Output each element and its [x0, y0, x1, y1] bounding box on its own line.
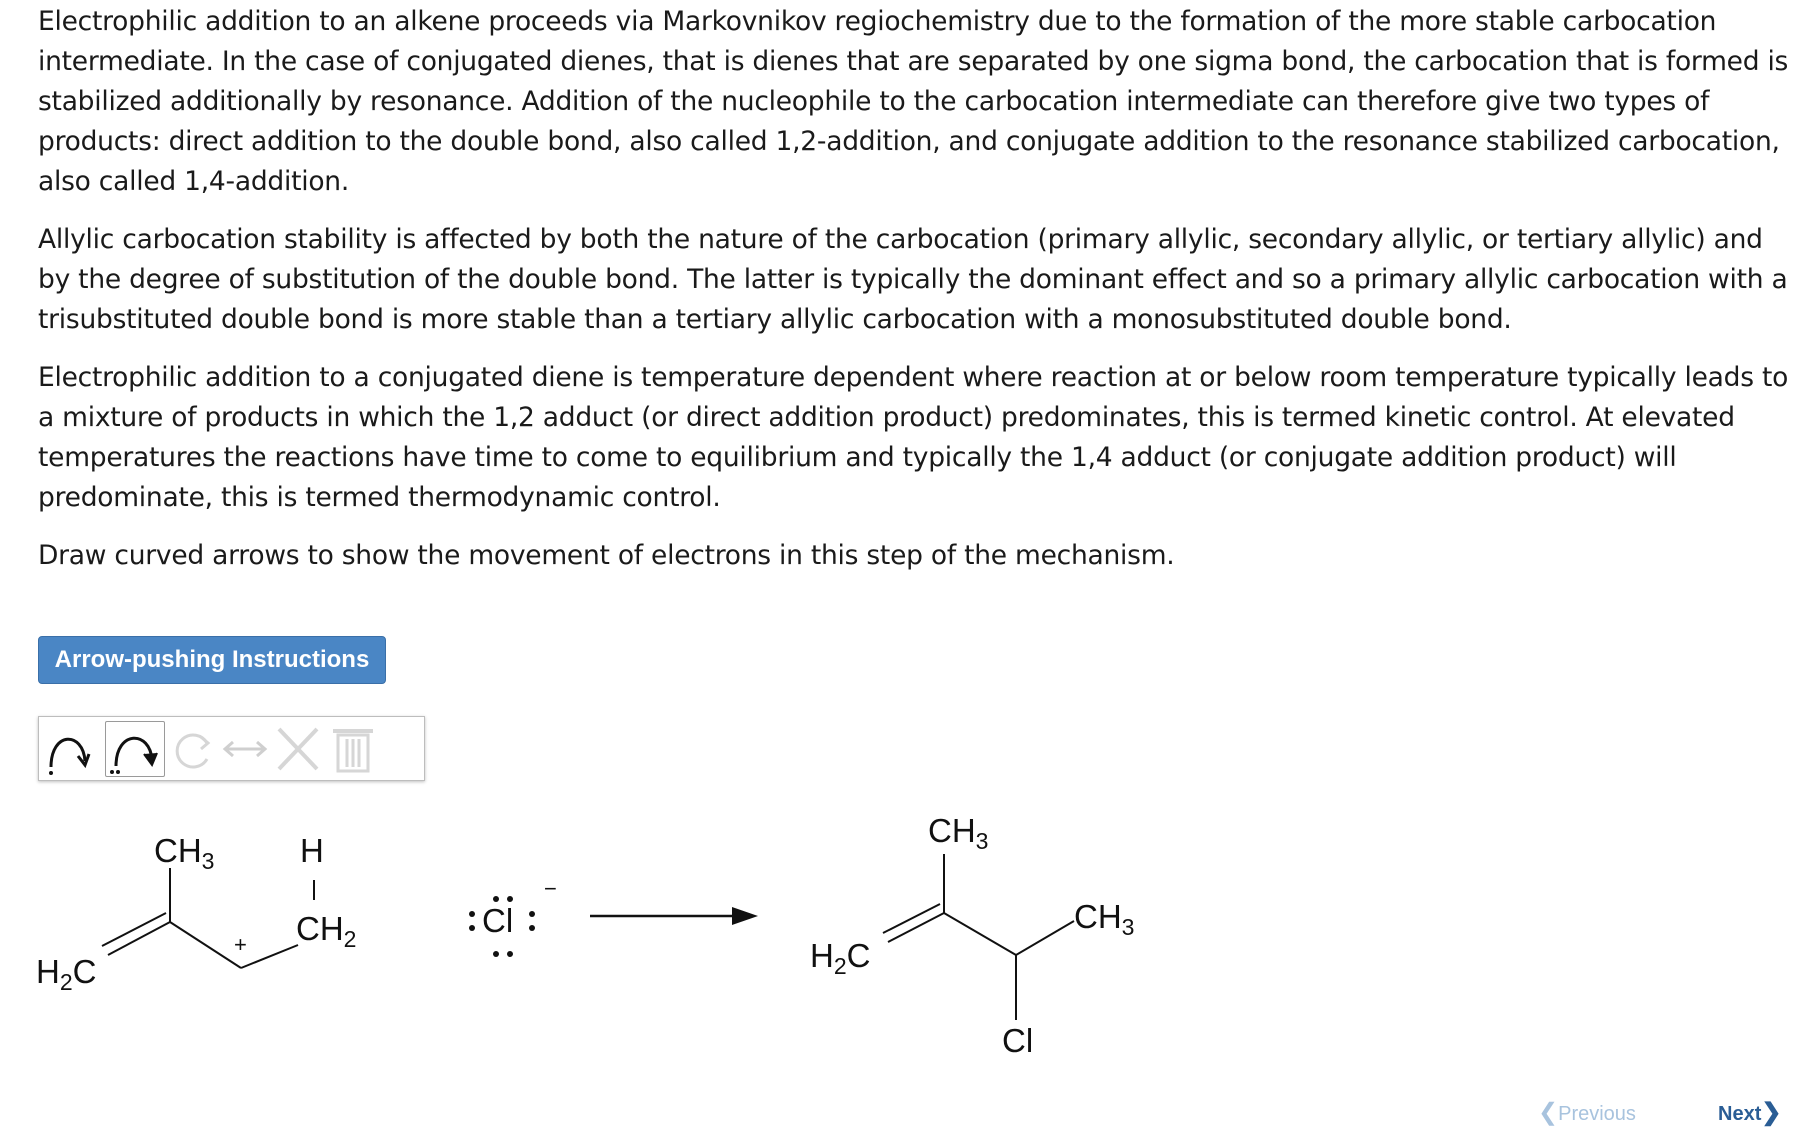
arrow-toolbar [38, 716, 425, 781]
product-cl-label: Cl [1002, 1022, 1034, 1059]
reactant-structure [36, 832, 356, 995]
question-text [38, 2, 1793, 594]
reactant-h2c-label: $H_2C$ [36, 953, 97, 995]
chevron-left-icon: ❮ [1538, 1099, 1559, 1126]
paragraph-intro: Electrophilic addition to an alkene proceeds via Markovnikov regiochemistry due to the formation of the more stable carbocation intermediate. In the case of conjugated dienes, that is dienes that are separated by one sigma bond, the carbocation that is formed is stabilized additionally by resonance. Addition of the nucleophile to the carbocation intermediate can therefore give two types of products: direct addition to the double bond, also called 1,2-addition, and conjugate addition to the resonance stabilized carbocation, also called 1,4-addition. [38, 6, 1789, 197]
paragraph-instruction: Draw curved arrows to show the movement of electrons in this step of the mechanism. [38, 540, 1175, 571]
carbocation-charge: + [234, 932, 247, 957]
chloride-label: Cl [482, 902, 514, 939]
reactant-ch2-label: $CH_2$ [296, 910, 357, 952]
product-h2c-label: $H_2C$ [810, 937, 871, 979]
paragraph-allylic-stability: Allylic carbocation stability is affected by both the nature of the carbocation (primary allylic, secondary allylic, or tertiary allylic) and by the degree of substitution of the double bond. The latter is typically the dominant effect and so a primary allylic carbocation with a trisubstituted double bond is more stable than a tertiary allylic carbocation with a monosubstituted double bond. [38, 224, 1788, 335]
redo-icon[interactable] [171, 721, 217, 777]
chloride-nucleophile [469, 876, 557, 957]
reactant-ch3-label: $CH_3$ [154, 832, 215, 874]
chevron-right-icon: ❯ [1761, 1099, 1782, 1126]
product-ch3-top-label: $CH_3$ [928, 812, 989, 854]
trash-icon[interactable] [329, 721, 379, 777]
single-electron-arrow-icon[interactable] [43, 721, 97, 777]
delete-x-icon[interactable] [273, 721, 323, 777]
reactant-h-label: H [300, 832, 324, 869]
reaction-arrow [590, 907, 758, 925]
chloride-charge: − [544, 876, 557, 901]
previous-button[interactable]: ❮Previous [1538, 1099, 1636, 1126]
electron-pair-arrow-icon[interactable] [105, 721, 165, 777]
product-structure [810, 812, 1134, 1059]
resonance-arrow-icon[interactable] [219, 721, 271, 777]
mechanism-scheme [0, 790, 1796, 1090]
next-button[interactable]: Next❯ [1718, 1099, 1782, 1126]
arrow-pushing-instructions-button[interactable]: Arrow-pushing Instructions [38, 636, 386, 684]
paragraph-temperature: Electrophilic addition to a conjugated diene is temperature dependent where reaction at or below room temperature typically leads to a mixture of products in which the 1,2 adduct (or direct addition product) predominates, this is termed kinetic control. At elevated temperatures the reactions have time to come to equilibrium and typically the 1,4 adduct (or conjugate addition product) will predominate, this is termed thermodynamic control. [38, 362, 1789, 513]
product-ch3-right-label: $CH_3$ [1074, 898, 1135, 940]
